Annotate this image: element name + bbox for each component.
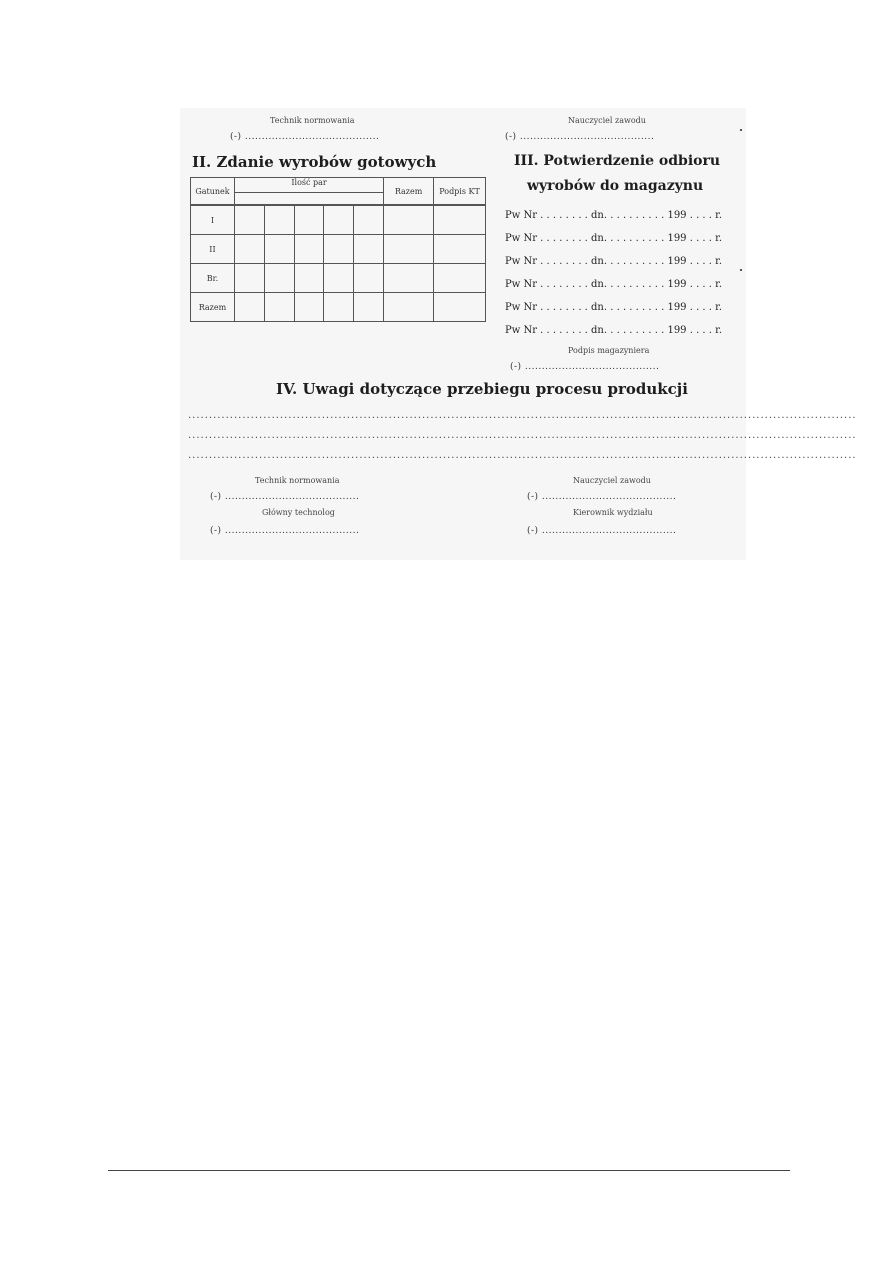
- receipt-entry: Pw Nr . . . . . . . . dn. . . . . . . . . . 199 . . . . r.: [505, 233, 723, 244]
- row-label: I: [191, 206, 235, 235]
- receipt-entry: Pw Nr . . . . . . . . dn. . . . . . . . . . 199 . . . . r.: [505, 302, 723, 313]
- storekeeper-signature-line: (-) ........................................: [510, 362, 660, 372]
- header-signature: Podpis KT: [434, 178, 486, 205]
- top-right-signature-title: Nauczyciel zawodu: [568, 116, 646, 125]
- row-label: Razem: [191, 293, 235, 322]
- remarks-line: ................................................................................................................................................................: [188, 450, 857, 461]
- receipt-entry: Pw Nr . . . . . . . . dn. . . . . . . . . . 199 . . . . r.: [505, 210, 723, 221]
- table-row: [191, 264, 486, 293]
- top-left-signature-line: (-) ........................................: [230, 132, 380, 142]
- table-row: [191, 235, 486, 264]
- bottom-teacher-line: (-) ........................................: [527, 492, 677, 502]
- remarks-line: ................................................................................................................................................................: [188, 410, 857, 421]
- finished-goods-table: [190, 177, 486, 322]
- bottom-teacher-title: Nauczyciel zawodu: [573, 476, 651, 485]
- department-head-line: (-) ........................................: [527, 526, 677, 536]
- row-label: II: [191, 235, 235, 264]
- table-header-row: [191, 178, 486, 205]
- header-pairs-label: Ilość par: [291, 178, 327, 187]
- receipt-entry: Pw Nr . . . . . . . . dn. . . . . . . . . . 199 . . . . r.: [505, 279, 723, 290]
- section4-heading: IV. Uwagi dotyczące przebiegu procesu produkcji: [276, 380, 688, 398]
- bottom-technician-title: Technik normowania: [255, 476, 340, 485]
- row-label: Br.: [191, 264, 235, 293]
- top-right-signature-line: (-) ........................................: [505, 132, 655, 142]
- receipt-entry: Pw Nr . . . . . . . . dn. . . . . . . . . . 199 . . . . r.: [505, 325, 723, 336]
- chief-technologist-title: Główny technolog: [262, 508, 335, 517]
- table-row: [191, 293, 486, 322]
- section3-heading-line2: wyrobów do magazynu: [527, 178, 704, 194]
- header-grade: Gatunek: [191, 178, 235, 205]
- scan-speck: [740, 269, 742, 271]
- scan-speck: [740, 129, 742, 131]
- receipt-entry: Pw Nr . . . . . . . . dn. . . . . . . . . . 199 . . . . r.: [505, 256, 723, 267]
- remarks-line: ................................................................................................................................................................: [188, 430, 857, 441]
- chief-technologist-line: (-) ........................................: [210, 526, 360, 536]
- section2-heading: II. Zdanie wyrobów gotowych: [192, 153, 437, 171]
- section3-heading-line1: III. Potwierdzenie odbioru: [514, 153, 721, 169]
- table-row: [191, 206, 486, 235]
- header-total: Razem: [384, 178, 434, 205]
- bottom-technician-line: (-) ........................................: [210, 492, 360, 502]
- top-left-signature-title: Technik normowania: [270, 116, 355, 125]
- storekeeper-signature-title: Podpis magazyniera: [568, 346, 650, 355]
- footer-rule: [108, 1170, 790, 1171]
- department-head-title: Kierownik wydziału: [573, 508, 653, 517]
- header-pairs: [234, 178, 383, 205]
